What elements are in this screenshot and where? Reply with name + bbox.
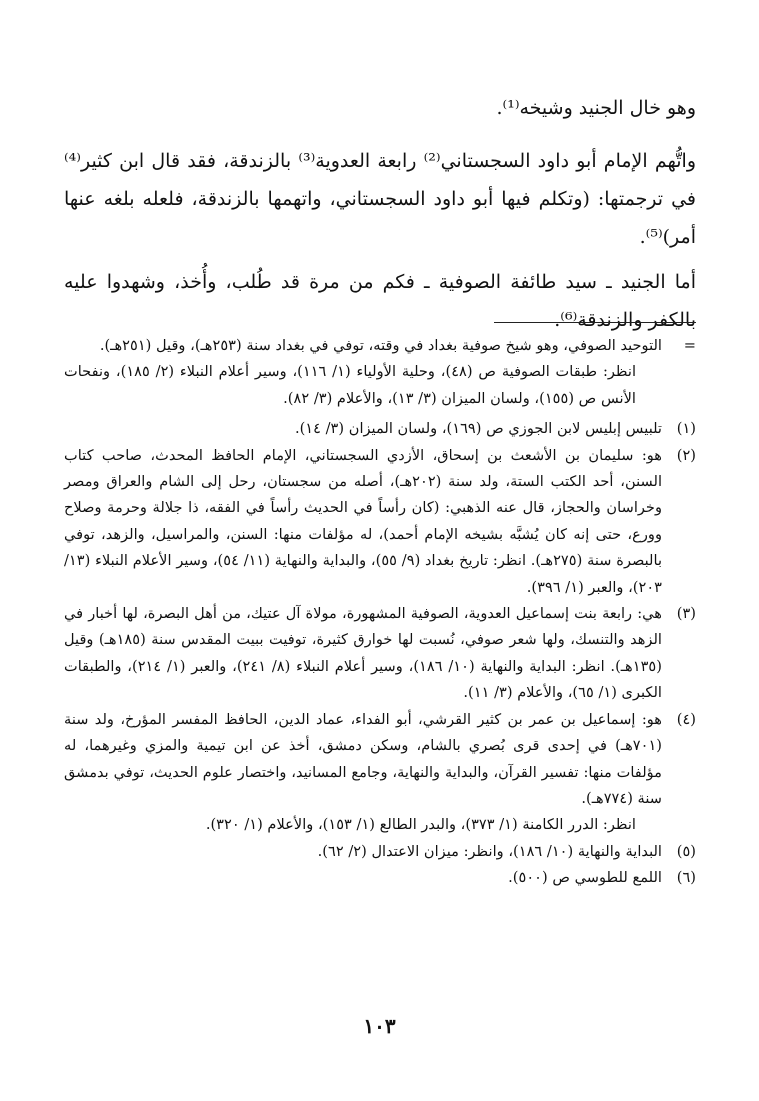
continuation-ref-text: انظر: طبقات الصوفية ص (٤٨)، وحلية الأولياء (١/ ١١٦)، وسير أعلام النبلاء (٢/ ١٨٥)، ونفحات الأنس ص (١٥٥)، ولسان الميزان (٣/ ١٣)، والأعلام (٣/ ٨٢). [64,363,637,407]
page-number: ١٠٣ [363,1014,396,1038]
footnote-text: هو: إسماعيل بن عمر بن كثير القرشي، أبو الفداء، عماد الدين، الحافظ المفسر المؤرخ، ولد سنة (٧٠١هـ) في إحدى قرى بُصري بالشام، وسكن دمشق، أخذ عن ابن تيمية والمزي وغيرهما، له مؤلفات منها: تفسير القرآن، والبداية والنهاية، وجامع المسانيد، واختصار علوم الحديث، توفي بدمشق سنة (٧٧٤هـ). [64,710,662,807]
footnotes-section [64,333,696,892]
footnote-text: هي: رابعة بنت إسماعيل العدوية، الصوفية المشهورة، مولاة آل عتيك، من أهل البصرة، لها أخبار في الزهد والتنسك، ولها شعر صوفي، نُسبت لها خوارق كثيرة، توفيت ببيت المقدس سنة (١٨٥هـ) وقيل (١٣٥هـ). انظر: البداية والنهاية (١٠/ ١٨٦)، وسير أعلام النبلاء (٨/ ٢٤١)، والعبر (١/ ٢١٤)، والطبقات الكبرى (١/ ٦٥)، والأعلام (٣/ ١١). [64,605,662,702]
body-paragraph-3: أما الجنيد ـ سيد طائفة الصوفية ـ فكم من مرة قد طُلب، وأُخذ، وشهدوا عليه بالكفر والزندقة⁽⁶⁾. [64,271,696,331]
body-paragraph-2: واتُّهم الإمام أبو داود السجستاني⁽²⁾ رابعة العدوية⁽³⁾ بالزندقة، فقد قال ابن كثير⁽⁴⁾ في ترجمتها: (وتكلم فيها أبو داود السجستاني، واتهمها بالزندقة، فلعله بلغه عنها أمر)⁽⁵⁾. [64,150,696,248]
footnote-text: البداية والنهاية (١٠/ ١٨٦)، وانظر: ميزان الاعتدال (٢/ ٦٢). [317,842,662,860]
body-paragraph-1: وهو خال الجنيد وشيخه⁽¹⁾. [496,97,696,119]
footnote-4 [64,707,696,813]
footnote-5 [64,839,696,865]
footnote-3 [64,601,696,707]
footnote-number: (٢) [676,446,696,464]
footnote-divider [494,322,696,323]
footnote-text: تلبيس إبليس لابن الجوزي ص (١٦٩)، ولسان الميزان (٣/ ١٤). [294,420,662,438]
footnote-text: اللمع للطوسي ص (٥٠٠). [508,869,662,887]
footnote-number: (٦) [676,869,696,887]
footnote-ref-text: انظر: الدرر الكامنة (١/ ٣٧٣)، والبدر الطالع (١/ ١٥٣)، والأعلام (١/ ٣٢٠). [205,816,636,834]
footnote-continuation [64,333,696,359]
footnote-number: (٥) [676,842,696,860]
footnote-4-ref [64,812,696,838]
continuation-text: التوحيد الصوفي، وهو شيخ صوفية بغداد في وقته، توفي في بغداد سنة (٢٥٣هـ)، وقيل (٢٥١هـ). [99,337,662,354]
footnote-number: (١) [676,420,696,438]
footnote-text: هو: سليمان بن الأشعث بن إسحاق، الأزدي السجستاني، الإمام الحافظ المحدث، صاحب كتاب السنن، أحد الكتب الستة، ولد سنة (٢٠٢هـ)، أصله من سجستان، رحل إلى الشام والعراق ومصر وخراسان والحجاز، قال عنه الذهبي: (كان رأساً في الحديث رأساً في الفقه، ذا جلالة وحرمة وصلاح وورع، حتى إنه كان يُشبَّه بشيخه الإمام أحمد)، له مؤلفات منها: السنن، والمراسيل، والزهد، توفي بالبصرة سنة (٢٧٥هـ). انظر: تاريخ بغداد (٩/ ٥٥)، والبداية والنهاية (١١/ ٥٤)، وسير الأعلام النبلاء (١٣/ ٢٠٣)، والعبر (١/ ٣٩٦). [64,446,663,596]
footnote-continuation-ref [64,359,696,412]
footnote-number: (٤) [676,710,696,728]
footnote-6 [64,865,696,891]
footnote-number: (٣) [676,605,696,623]
footnote-1 [64,416,696,442]
footnote-2 [64,443,696,601]
continuation-marker: = [683,337,696,354]
